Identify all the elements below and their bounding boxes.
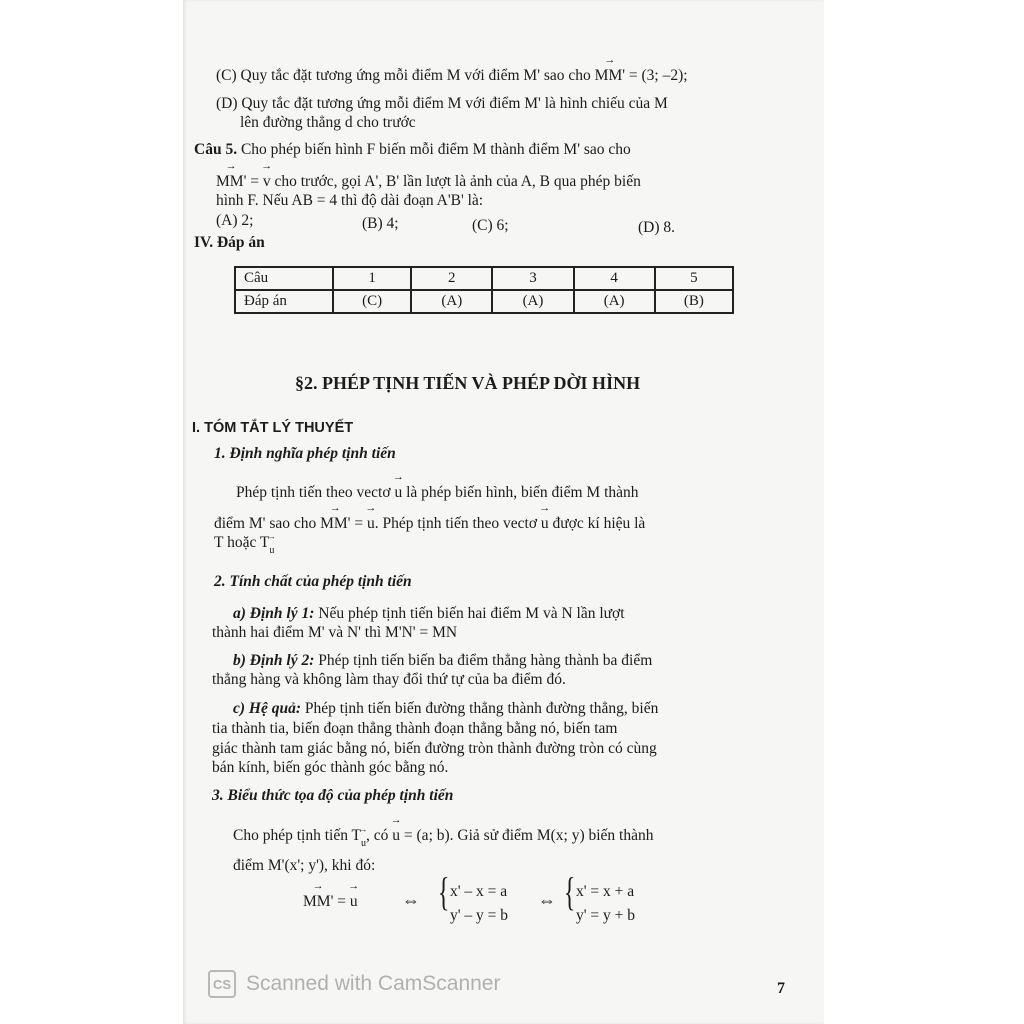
table-row bbox=[235, 290, 733, 313]
table-cell: 4 bbox=[574, 267, 655, 290]
table-cell: (A) bbox=[492, 290, 573, 313]
option-c: (C) Quy tắc đặt tương ứng mỗi điểm M với điểm M' sao cho → MM' = (3; –2); bbox=[216, 66, 688, 85]
camscanner-watermark bbox=[208, 970, 500, 998]
corollary-line3: giác thành tam giác bằng nó, biến đường tròn thành đường tròn có cùng bbox=[212, 740, 657, 757]
corollary-line1: c) Hệ quả: Phép tịnh tiến biến đường thẳng thành đường thẳng, biến bbox=[233, 700, 659, 717]
formula-vector: → MM' = → u bbox=[303, 892, 358, 911]
theorem-2-line2: thẳng hàng và không làm thay đổi thứ tự của ba điểm đó. bbox=[212, 671, 566, 688]
choice-d: (D) 8. bbox=[638, 219, 676, 236]
table-cell: (A) bbox=[411, 290, 492, 313]
section-title: §2. PHÉP TỊNH TIẾN VÀ PHÉP DỜI HÌNH bbox=[295, 373, 641, 393]
page-number: 7 bbox=[777, 980, 785, 997]
camscanner-logo-icon: CS bbox=[208, 970, 236, 998]
answers-heading: IV. Đáp án bbox=[194, 234, 265, 251]
equivalence-arrow-1: ⇔ bbox=[402, 890, 420, 910]
system-1-eq2: y' – y = b bbox=[450, 907, 509, 924]
system-2-eq2: y' = y + b bbox=[576, 907, 636, 924]
question-5-line1: Câu 5. Cho phép biến hình F biến mỗi điểm M thành điểm M' sao cho bbox=[194, 141, 631, 158]
table-header-cell: Câu bbox=[235, 267, 333, 290]
option-d-line2: lên đường thẳng d cho trước bbox=[240, 114, 416, 131]
option-d-line1: (D) Quy tắc đặt tương ứng mỗi điểm M với điểm M' là hình chiếu của M bbox=[216, 95, 668, 112]
subheading-coordinates: 3. Biểu thức tọa độ của phép tịnh tiến bbox=[212, 787, 454, 804]
subheading-properties: 2. Tính chất của phép tịnh tiến bbox=[214, 573, 412, 590]
watermark-text: Scanned with CamScanner bbox=[246, 972, 501, 995]
coordinates-line2: điểm M'(x'; y'), khi đó: bbox=[233, 857, 376, 874]
question-5-line3: hình F. Nếu AB = 4 thì độ dài đoạn A'B' là: bbox=[216, 192, 484, 209]
equivalence-arrow-2: ⇔ bbox=[538, 890, 556, 910]
choice-c: (C) 6; bbox=[472, 217, 509, 234]
table-cell: (C) bbox=[333, 290, 411, 313]
definition-line3: T hoặc T→ u bbox=[214, 533, 274, 554]
table-cell: 3 bbox=[492, 267, 573, 290]
choice-b: (B) 4; bbox=[362, 215, 399, 232]
coordinates-line1: Cho phép tịnh tiến T→ u, có → u = (a; b). Giả sử điểm M(x; y) biến thành bbox=[233, 826, 654, 847]
theorem-1-line2: thành hai điểm M' và N' thì M'N' = MN bbox=[212, 624, 458, 641]
system-2-eq1: x' = x + a bbox=[576, 883, 635, 900]
theorem-2-line1: b) Định lý 2: Phép tịnh tiến biến ba điểm thẳng hàng thành ba điểm bbox=[233, 652, 653, 669]
table-cell: 5 bbox=[655, 267, 733, 290]
theorem-1-line1: a) Định lý 1: Nếu phép tịnh tiến biến hai điểm M và N lần lượt bbox=[233, 605, 625, 622]
definition-line2: điểm M' sao cho → MM' = → u. Phép tịnh tiến theo vectơ → u được kí hiệu là bbox=[214, 514, 645, 533]
answer-table bbox=[234, 266, 734, 314]
table-cell: 2 bbox=[411, 267, 492, 290]
table-header-cell: Đáp án bbox=[235, 290, 333, 313]
system-brace-1: { bbox=[437, 869, 450, 914]
system-1-eq1: x' – x = a bbox=[450, 883, 508, 900]
system-brace-2: { bbox=[563, 869, 576, 914]
table-cell: (A) bbox=[574, 290, 655, 313]
choice-a: (A) 2; bbox=[216, 212, 254, 229]
definition-line1: Phép tịnh tiến theo vectơ → u là phép biến hình, biến điểm M thành bbox=[236, 483, 639, 502]
corollary-line4: bán kính, biến góc thành góc bằng nó. bbox=[212, 759, 449, 776]
table-cell: 1 bbox=[333, 267, 411, 290]
subheading-definition: 1. Định nghĩa phép tịnh tiến bbox=[214, 445, 396, 462]
table-cell: (B) bbox=[655, 290, 733, 313]
question-5-line2: → MM' = → v cho trước, gọi A', B' lần lượt là ảnh của A, B qua phép biến bbox=[216, 172, 641, 191]
theory-heading: I. TÓM TẮT LÝ THUYẾT bbox=[192, 420, 354, 436]
corollary-line2: tia thành tia, biến đoạn thẳng thành đoạn thẳng bằng nó, biến tam bbox=[212, 720, 618, 737]
table-row bbox=[235, 267, 733, 290]
